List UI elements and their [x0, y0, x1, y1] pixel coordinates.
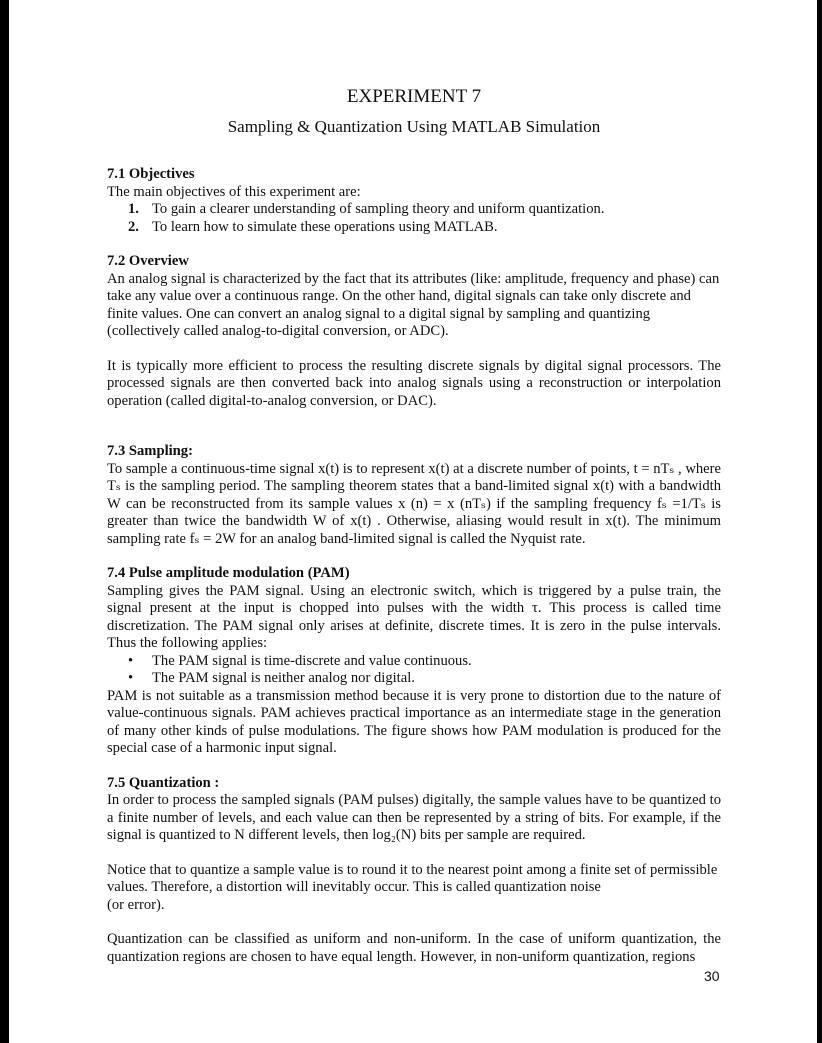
- page-content: [107, 86, 721, 966]
- section-overview: [107, 253, 721, 410]
- list-item: [128, 219, 721, 237]
- paragraph: An analog signal is characterized by the fact that its attributes (like: amplitude, frequency and phase) can take any value over a continuous range. On the other hand, digital signals can take only discrete and finite values. One can convert an analog signal to a digital signal by sampling and quantizing (collectively called analog-to-digital conversion, or ADC).: [107, 270, 720, 339]
- document-page: [9, 0, 817, 1043]
- list-item: [128, 670, 721, 688]
- paragraph: It is typically more efficient to process the resulting discrete signals by digital signal processors. The processed signals are then converted back into analog signals using a reconstruction or interpolation operation (called digital-to-analog conversion, or DAC).: [107, 357, 721, 409]
- paragraph: In order to process the sampled signals (PAM pulses) digitally, the sample values have to be quantized to a finite number of levels, and each value can then be represented by a string of bits. For example, if the signal is quantized to N different levels, then log₂(N) bits per sample are required.: [107, 792, 721, 843]
- list-text: The PAM signal is neither analog nor digital.: [152, 670, 415, 686]
- paragraph: Sampling gives the PAM signal. Using an electronic switch, which is triggered by a pulse train, the signal present at the input is chopped into pulses with the width τ. This process is called time discretization. The PAM signal only arises at definite, discrete times. It is zero in the pulse intervals. Thus the following applies:: [107, 582, 721, 651]
- section-heading: 7.5 Quantization :: [107, 774, 220, 791]
- paragraph: To sample a continuous-time signal x(t) is to represent x(t) at a discrete number of points, t = nTₛ , where Tₛ is the sampling period. The sampling theorem states that a band-limited signal x(t) with a bandwidth W can be reconstructed from its sample values x (n) = x (nTₛ) if the sampling frequency fₛ =1/Tₛ is greater than twice the bandwidth W of x(t) . Otherwise, aliasing would result in x(t). The minimum sampling rate fₛ = 2W for an analog band-limited signal is called the Nyquist rate.: [107, 460, 721, 547]
- section-objectives: [107, 166, 721, 236]
- section-pam: [107, 565, 721, 758]
- page-title: EXPERIMENT 7: [346, 86, 482, 107]
- section-sampling: [107, 443, 721, 548]
- numbered-list: [107, 201, 721, 236]
- bullet-icon: •: [128, 652, 134, 669]
- page-subtitle: Sampling & Quantization Using MATLAB Simulation: [227, 117, 601, 136]
- list-item: [128, 653, 721, 671]
- paragraph: Notice that to quantize a sample value is to round it to the nearest point among a finite set of permissible values. Therefore, a distortion will inevitably occur. This is called quantization noise: [107, 861, 718, 895]
- list-text: To gain a clearer understanding of sampling theory and uniform quantization.: [152, 201, 605, 217]
- list-text: To learn how to simulate these operations using MATLAB.: [152, 218, 498, 235]
- bullet-icon: •: [128, 670, 134, 686]
- section-heading: 7.4 Pulse amplitude modulation (PAM): [107, 565, 350, 581]
- section-heading: 7.2 Overview: [107, 253, 189, 269]
- list-number: 2.: [128, 218, 139, 235]
- paragraph: PAM is not suitable as a transmission method because it is very prone to distortion due to the nature of value-continuous signals. PAM achieves practical importance as an intermediate stage in the generation of many other kinds of pulse modulations. The figure shows how PAM modulation is produced for the special case of a harmonic input signal.: [107, 687, 721, 756]
- list-item: [128, 201, 721, 219]
- page-number: 30: [704, 968, 720, 984]
- section-heading: 7.3 Sampling:: [107, 443, 193, 459]
- paragraph: Quantization can be classified as uniform and non-uniform. In the case of uniform quantization, the quantization regions are chosen to have equal length. However, in non-uniform quantization, regions: [107, 931, 721, 965]
- list-number: 1.: [128, 201, 139, 217]
- list-text: The PAM signal is time-discrete and value continuous.: [152, 652, 472, 669]
- section-heading: 7.1 Objectives: [107, 166, 195, 182]
- paragraph: The main objectives of this experiment are:: [107, 183, 361, 200]
- paragraph-continuation: (or error).: [107, 896, 165, 913]
- bullet-list: [107, 653, 721, 688]
- section-quantization: [107, 775, 721, 967]
